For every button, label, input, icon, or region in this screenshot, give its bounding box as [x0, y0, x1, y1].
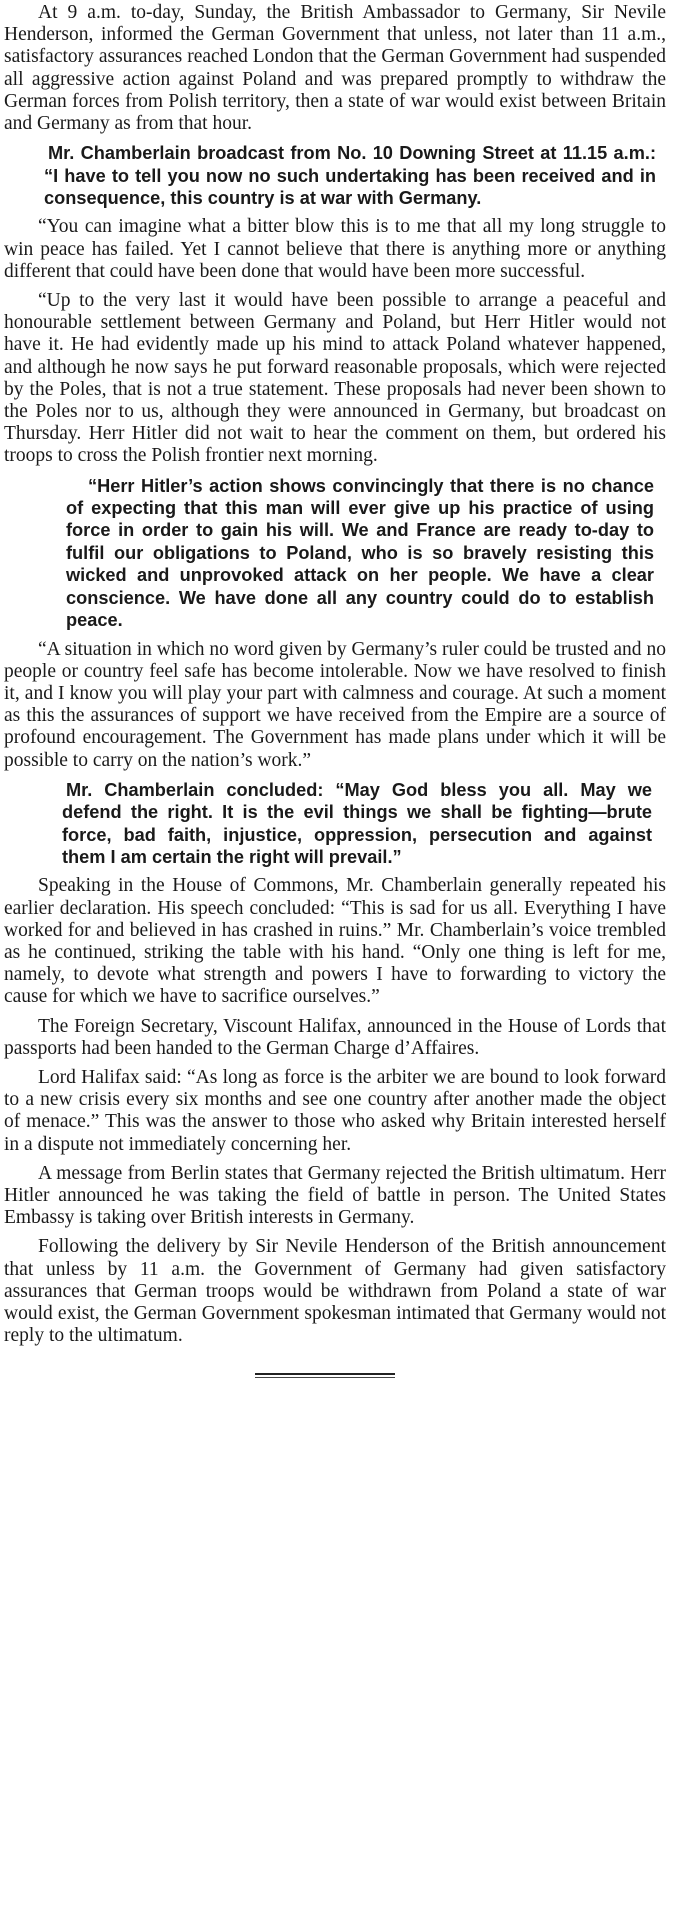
paragraph-broadcast-announcement: Mr. Chamberlain broadcast from No. 10 Downing Street at 11.15 a.m.: “I have to tell you now no such undertaking has been received and in consequence, this country is at war with Germany.	[44, 143, 656, 209]
paragraph-intolerable-situation: “A situation in which no word given by Germany’s ruler could be trusted and no people or country feel safe has become intolerable. Now we have resolved to finish it, and I know you will play your part with calmness and courage. At such a moment as this the assurances of support we have received from the Empire are a source of profound encouragement. The Government has made plans under which it will be possible to carry on the nation’s work.”	[4, 638, 666, 771]
paragraph-ultimatum: At 9 a.m. to-day, Sunday, the British Ambassador to Germany, Sir Nevile Henderson, informed the German Government that unless, not later than 11 a.m., satisfactory assurances reached London that the German Government had suspended all aggressive action against Poland and was prepared promptly to withdraw the German forces from Polish territory, then a state of war would exist between Britain and Germany as from that hour.	[4, 2, 666, 135]
end-rule-underline	[255, 1377, 395, 1378]
paragraph-chamberlain-concluded: Mr. Chamberlain concluded: “May God bless you all. May we defend the right. It is the evil things we shall be fighting—brute force, bad faith, injustice, oppression, persecution and against them I am certain the right will prevail.”	[62, 779, 652, 867]
paragraph-bitter-blow: “You can imagine what a bitter blow this is to me that all my long struggle to win peace has failed. Yet I cannot believe that there is anything more or anything different that could have been done that would have been more successful.	[4, 216, 666, 282]
article-column	[4, 2, 666, 1378]
paragraph-peaceful-settlement: “Up to the very last it would have been possible to arrange a peaceful and honourable settlement between Germany and Poland, but Herr Hitler would not have it. He had evidently made up his mind to attack Poland whatever happened, and although he now says he put forward reasonable proposals, which were rejected by the Poles, that is not a true statement. These proposals had never been shown to the Poles nor to us, although they were announced in Germany, but broadcast on Thursday. Herr Hitler did not wait to hear the comment on them, but ordered his troops to cross the Polish frontier next morning.	[4, 290, 666, 467]
paragraph-house-of-commons: Speaking in the House of Commons, Mr. Chamberlain generally repeated his earlier declaration. His speech concluded: “This is sad for us all. Everything I have worked for and believed in has crashed in ruins.” Mr. Chamberlain’s voice trembled as he continued, striking the table with his hand. “Only one thing is left for me, namely, to devote what strength and powers I have to forwarding to victory the cause for which we have to sacrifice ourselves.”	[4, 875, 666, 1008]
paragraph-henderson-delivery: Following the delivery by Sir Nevile Henderson of the British announcement that unless by 11 a.m. the Government of Germany had given satisfactory assurances that German troops would be withdrawn from Poland a state of war would exist, the German Government spokesman intimated that Germany would not reply to the ultimatum.	[4, 1236, 666, 1347]
paragraph-foreign-secretary: The Foreign Secretary, Viscount Halifax, announced in the House of Lords that passports had been handed to the German Charge d’Affaires.	[4, 1015, 666, 1059]
paragraph-lord-halifax: Lord Halifax said: “As long as force is the arbiter we are bound to look forward to a new crisis every six months and see one country after another made the object of menace.” This was the answer to those who asked why Britain interested herself in a dispute not immediately concerning her.	[4, 1066, 666, 1155]
paragraph-berlin-message: A message from Berlin states that Germany rejected the British ultimatum. Herr Hitler announced he was taking the field of battle in person. The United States Embassy is taking over British interests in Germany.	[4, 1162, 666, 1229]
paragraph-hitler-action: “Herr Hitler’s action shows convincingly that there is no chance of expecting that this man will ever give up his practice of using force in order to gain his will. We and France are ready to-day to fulfil our obligations to Poland, who is so bravely resisting this wicked and unprovoked attack on her people. We have a clear conscience. We have done all any country could do to establish peace.	[66, 475, 654, 631]
end-rule	[255, 1373, 395, 1375]
